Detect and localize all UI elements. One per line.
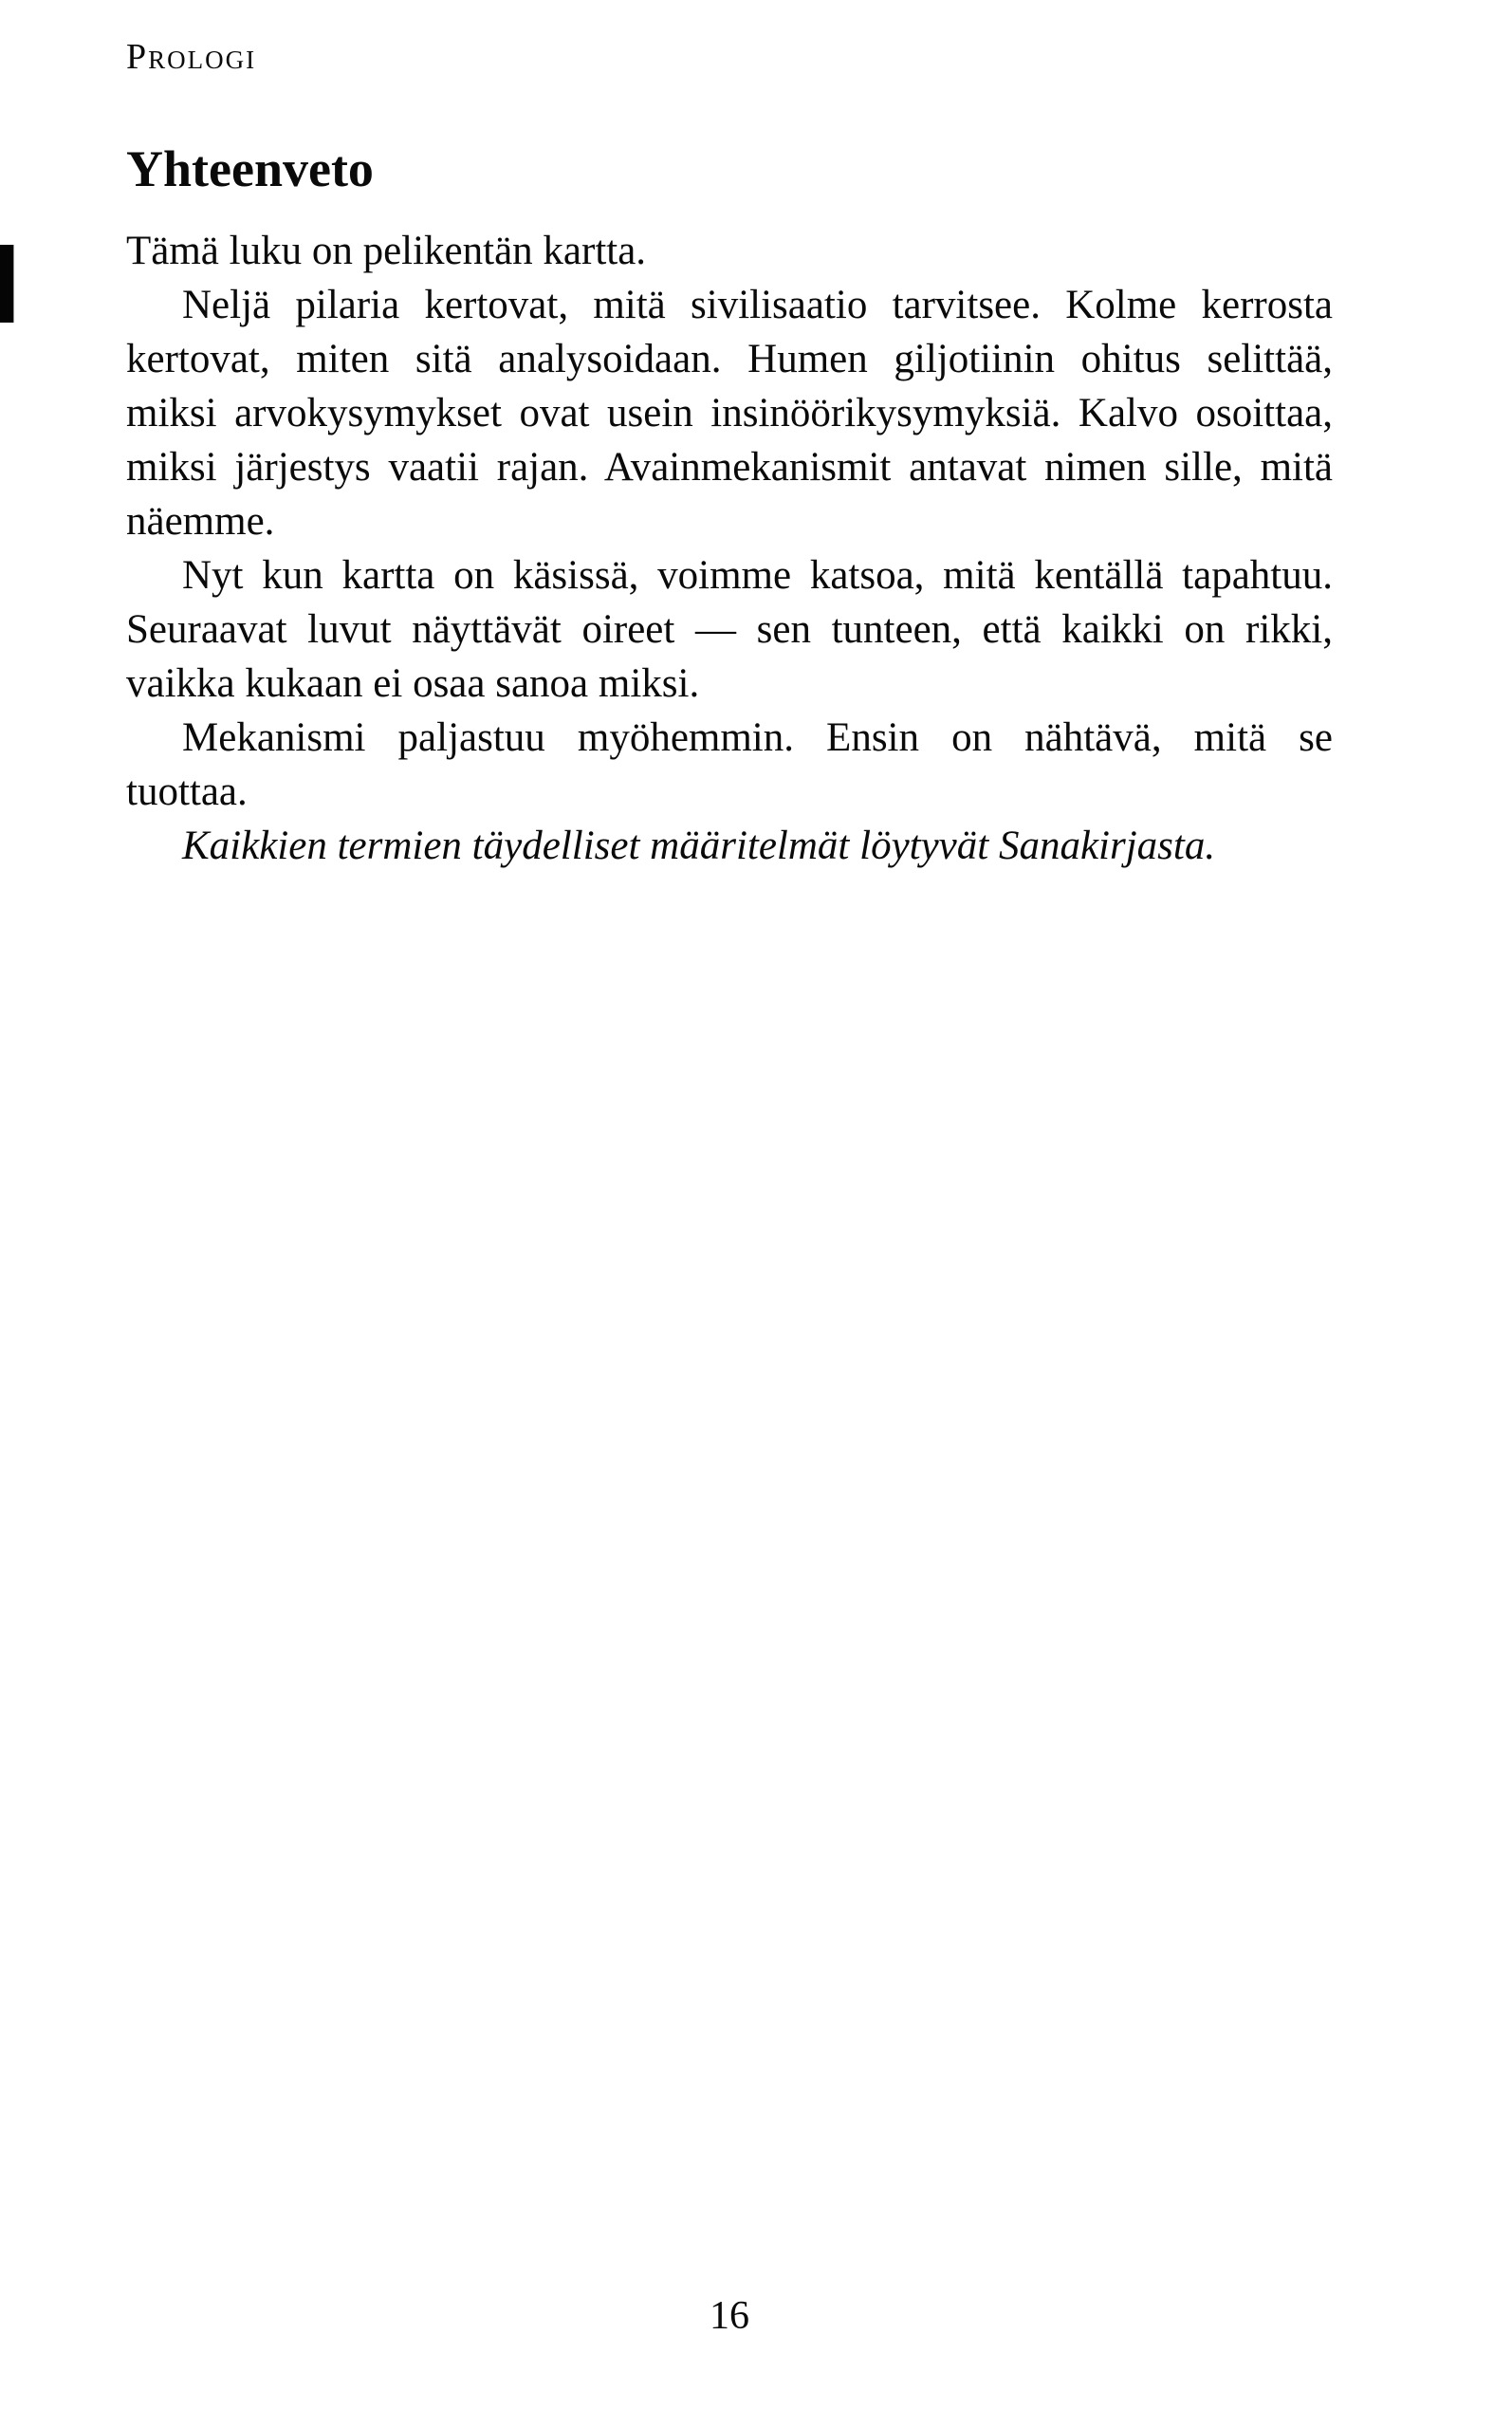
body-line: miksi arvokysymykset ovat usein insinöörikysymyksiä. Kalvo osoittaa,	[126, 391, 1333, 435]
section-title: Yhteenveto	[126, 140, 374, 197]
body-line: tuottaa.	[126, 769, 248, 814]
body-line: kertovat, miten sitä analysoidaan. Humen giljotiinin ohitus selittää,	[126, 337, 1333, 381]
paragraph	[126, 548, 1333, 711]
body-line: Tämä luku on pelikentän kartta.	[126, 229, 647, 273]
body-line: Neljä pilaria kertovat, mitä sivilisaatio tarvitsee. Kolme kerrosta	[182, 283, 1333, 327]
paragraph	[126, 711, 1333, 819]
body-line: näemme.	[126, 499, 275, 544]
body-line: Mekanismi paljastuu myöhemmin. Ensin on nähtävä, mitä se	[182, 715, 1333, 760]
body-text	[126, 224, 1333, 873]
body-line: miksi järjestys vaatii rajan. Avainmekanismit antavat nimen sille, mitä	[126, 445, 1333, 490]
paragraph	[126, 278, 1333, 548]
body-line: Seuraavat luvut näyttävät oireet — sen tunteen, että kaikki on rikki,	[126, 607, 1333, 652]
left-edge-print-mark	[0, 245, 14, 323]
body-line: Kaikkien termien täydelliset määritelmät löytyvät Sanakirjasta.	[182, 824, 1216, 868]
paragraph	[126, 224, 1333, 278]
running-header: Prologi	[126, 37, 257, 77]
body-line: Nyt kun kartta on käsissä, voimme katsoa, mitä kentällä tapahtuu.	[182, 553, 1333, 598]
paragraph	[126, 819, 1333, 873]
page-number: 16	[710, 2294, 749, 2338]
body-line: vaikka kukaan ei osaa sanoa miksi.	[126, 661, 700, 706]
